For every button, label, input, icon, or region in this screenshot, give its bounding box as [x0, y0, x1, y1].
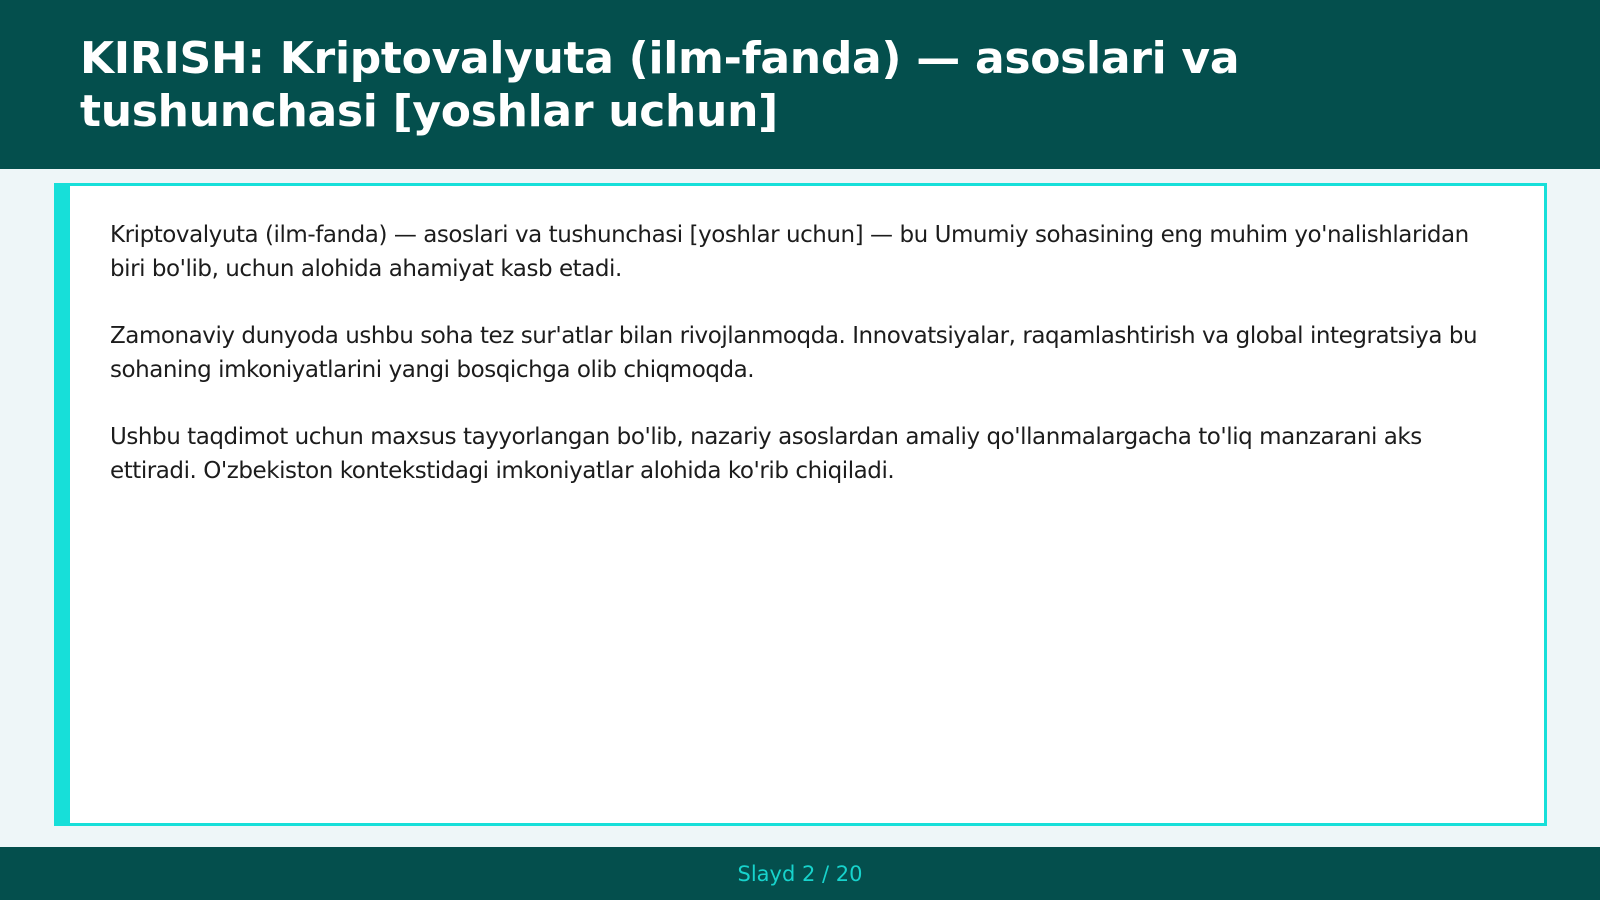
content-card	[54, 183, 1547, 826]
slide-counter: Slayd 2 / 20	[737, 861, 863, 886]
slide-footer	[0, 847, 1600, 900]
slide-header	[0, 0, 1600, 169]
slide-title: KIRISH: Kriptovalyuta (ilm-fanda) — asoslari va tushunchasi [yoshlar uchun]	[80, 33, 1240, 137]
content-paragraph-1: Kriptovalyuta (ilm-fanda) — asoslari va tushunchasi [yoshlar uchun] — bu Umumiy sohasining eng muhim yo'nalishlaridan biri bo'lib, uchun alohida ahamiyat kasb etadi.	[110, 222, 1469, 282]
content-paragraph-3: Ushbu taqdimot uchun maxsus tayyorlangan bo'lib, nazariy asoslardan amaliy qo'llanmalargacha to'liq manzarani aks ettiradi. O'zbekiston kontekstidagi imkoniyatlar alohida ko'rib chiqiladi.	[110, 424, 1422, 484]
content-paragraph-2: Zamonaviy dunyoda ushbu soha tez sur'atlar bilan rivojlanmoqda. Innovatsiyalar, raqamlashtirish va global integratsiya bu sohaning imkoniyatlarini yangi bosqichga olib chiqmoqda.	[110, 323, 1478, 383]
